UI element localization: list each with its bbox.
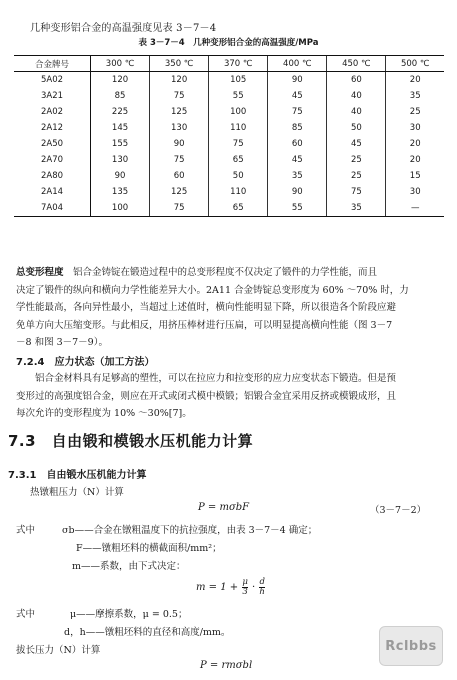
strength-cell: 110 — [209, 120, 268, 136]
fraction-mu-over-3: $\frac{\mu}{3}$ — [242, 577, 248, 597]
alloy-grade-cell: 2A70 — [14, 152, 91, 168]
strength-cell: 125 — [150, 104, 209, 120]
strength-cell: 90 — [268, 72, 327, 89]
strength-cell: 120 — [91, 72, 150, 89]
table-row — [14, 136, 444, 152]
intro-text: 几种变形铝合金的高温强度见表 3－7－4 — [30, 23, 217, 34]
strength-cell: 30 — [386, 184, 444, 200]
col-header: 350 ℃ — [150, 56, 209, 72]
col-header: 300 ℃ — [91, 56, 150, 72]
strength-cell: 75 — [150, 88, 209, 104]
strength-cell: 45 — [268, 152, 327, 168]
text-line: 每次允许的变形程度为 10% ～30%[7]。 — [16, 408, 192, 419]
table-row — [14, 104, 444, 120]
definition-d-h: d，h——镦粗坯料的直径和高度/mm。 — [64, 627, 231, 638]
strength-cell: 90 — [150, 136, 209, 152]
upsetting-force-label: 热镦粗压力（N）计算 — [30, 487, 124, 498]
col-header: 合金牌号 — [14, 56, 91, 72]
equation-upsetting: P = mσbF — [198, 502, 250, 513]
strength-cell: 35 — [386, 88, 444, 104]
table-row — [14, 200, 444, 217]
strength-cell: 60 — [150, 168, 209, 184]
section-heading-7-2-4: 7.2.4 应力状态（加工方法） — [16, 357, 155, 368]
strength-cell: 55 — [268, 200, 327, 217]
paragraph-stress-state — [16, 370, 444, 423]
strength-cell: 75 — [209, 136, 268, 152]
table-row — [14, 88, 444, 104]
col-header: 450 ℃ — [327, 56, 386, 72]
strength-cell: 50 — [327, 120, 386, 136]
alloy-grade-cell: 5A02 — [14, 72, 91, 89]
strength-cell: 105 — [209, 72, 268, 89]
strength-cell: 75 — [150, 152, 209, 168]
definition-sigma: σb——合金在镦粗温度下的抗拉强度，由表 3－7－4 确定； — [62, 525, 318, 536]
text-line: 决定了锻件的纵向和横向力学性能差异大小。2A11 合金铸锭总变形度为 60% ～70% 时，力 — [16, 284, 409, 296]
table-row — [14, 184, 444, 200]
strength-cell: 90 — [268, 184, 327, 200]
fraction-d-over-h: $\frac{d}{h}$ — [259, 577, 265, 597]
text-line: 变形过的高强度铝合金，则应在开式或闭式模中模锻；铝锻合金宜采用反挤或模锻成形，且 — [16, 390, 397, 402]
strength-cell: 40 — [327, 88, 386, 104]
strength-cell: 75 — [150, 200, 209, 217]
paragraph-deformation — [16, 264, 444, 352]
strength-cell: — — [386, 200, 444, 217]
strength-cell: 35 — [268, 168, 327, 184]
strength-cell: 20 — [386, 72, 444, 89]
alloy-grade-cell: 2A14 — [14, 184, 91, 200]
strength-cell: 25 — [327, 168, 386, 184]
table-caption: 表 3－7－4 几种变形铝合金的高温强度/MPa — [138, 38, 319, 48]
strength-cell: 40 — [327, 104, 386, 120]
alloy-grade-cell: 2A12 — [14, 120, 91, 136]
strength-cell: 15 — [386, 168, 444, 184]
table-row — [14, 72, 444, 89]
equation-drawing: P = rmσbl — [200, 660, 253, 671]
strength-cell: 45 — [268, 88, 327, 104]
chapter-heading-7-3: 7.3 自由锻和模锻水压机能力计算 — [8, 432, 254, 450]
strength-cell: 120 — [150, 72, 209, 89]
strength-cell: 100 — [91, 200, 150, 217]
col-header: 370 ℃ — [209, 56, 268, 72]
definition-mu: μ——摩擦系数，μ = 0.5； — [70, 609, 188, 620]
strength-cell: 25 — [327, 152, 386, 168]
table-row — [14, 168, 444, 184]
strength-cell: 75 — [268, 104, 327, 120]
strength-cell: 30 — [386, 120, 444, 136]
definition-F: F——镦粗坯料的横截面积/mm²； — [76, 543, 222, 554]
equation-m: m = 1 + $\frac{\mu}{3}$ · $\frac{d}{h}$ — [196, 577, 265, 597]
table-header-row — [14, 56, 444, 72]
where-label: 式中 — [16, 525, 36, 536]
strength-cell: 100 — [209, 104, 268, 120]
strength-cell: 110 — [209, 184, 268, 200]
watermark-logo: Rclbbs — [379, 626, 443, 666]
col-header: 500 ℃ — [386, 56, 444, 72]
strength-cell: 25 — [386, 104, 444, 120]
strength-cell: 75 — [327, 184, 386, 200]
section-heading-7-3-1: 7.3.1 自由锻水压机能力计算 — [8, 470, 147, 481]
strength-cell: 60 — [268, 136, 327, 152]
alloy-grade-cell: 2A02 — [14, 104, 91, 120]
strength-cell: 135 — [91, 184, 150, 200]
equation-number: （3－7－2） — [370, 505, 427, 516]
strength-cell: 90 — [91, 168, 150, 184]
strength-cell: 155 — [91, 136, 150, 152]
term-total-deformation: 总变形程度 — [16, 267, 64, 278]
strength-cell: 145 — [91, 120, 150, 136]
strength-cell: 35 — [327, 200, 386, 217]
alloy-grade-cell: 2A80 — [14, 168, 91, 184]
drawing-force-label: 拔长压力（N）计算 — [16, 645, 101, 656]
text-line: 免单方向大压缩变形。与此相反，用挤压棒材进行压扁，可以明显提高横向性能（图 3－7 — [16, 319, 393, 331]
strength-cell: 60 — [327, 72, 386, 89]
table-row — [14, 120, 444, 136]
table-row — [14, 152, 444, 168]
strength-cell: 50 — [209, 168, 268, 184]
text-line: 学性能最高，各向异性最小，当超过上述值时，横向性能明显下降，所以很造各个阶段应避 — [16, 302, 397, 313]
text-line: －8 和图 3－7－9）。 — [16, 337, 108, 348]
strength-cell: 65 — [209, 200, 268, 217]
strength-cell: 55 — [209, 88, 268, 104]
alloy-strength-table — [14, 55, 444, 217]
where-label: 式中 — [16, 609, 36, 620]
text-line: 铝合金材料具有足够高的塑性，可以在拉应力和拉变形的应力应变状态下锻造。但是预 — [16, 373, 397, 384]
strength-cell: 85 — [91, 88, 150, 104]
alloy-grade-cell: 7A04 — [14, 200, 91, 217]
strength-cell: 85 — [268, 120, 327, 136]
strength-cell: 20 — [386, 152, 444, 168]
col-header: 400 ℃ — [268, 56, 327, 72]
definition-m: m——系数，由下式决定： — [72, 561, 186, 572]
strength-cell: 125 — [150, 184, 209, 200]
strength-cell: 20 — [386, 136, 444, 152]
strength-cell: 45 — [327, 136, 386, 152]
strength-cell: 225 — [91, 104, 150, 120]
strength-cell: 130 — [150, 120, 209, 136]
alloy-grade-cell: 3A21 — [14, 88, 91, 104]
strength-cell: 65 — [209, 152, 268, 168]
alloy-grade-cell: 2A50 — [14, 136, 91, 152]
strength-cell: 130 — [91, 152, 150, 168]
text-line: 铝合金铸锭在锻造过程中的总变形程度不仅决定了锻件的力学性能，而且 — [63, 267, 378, 278]
